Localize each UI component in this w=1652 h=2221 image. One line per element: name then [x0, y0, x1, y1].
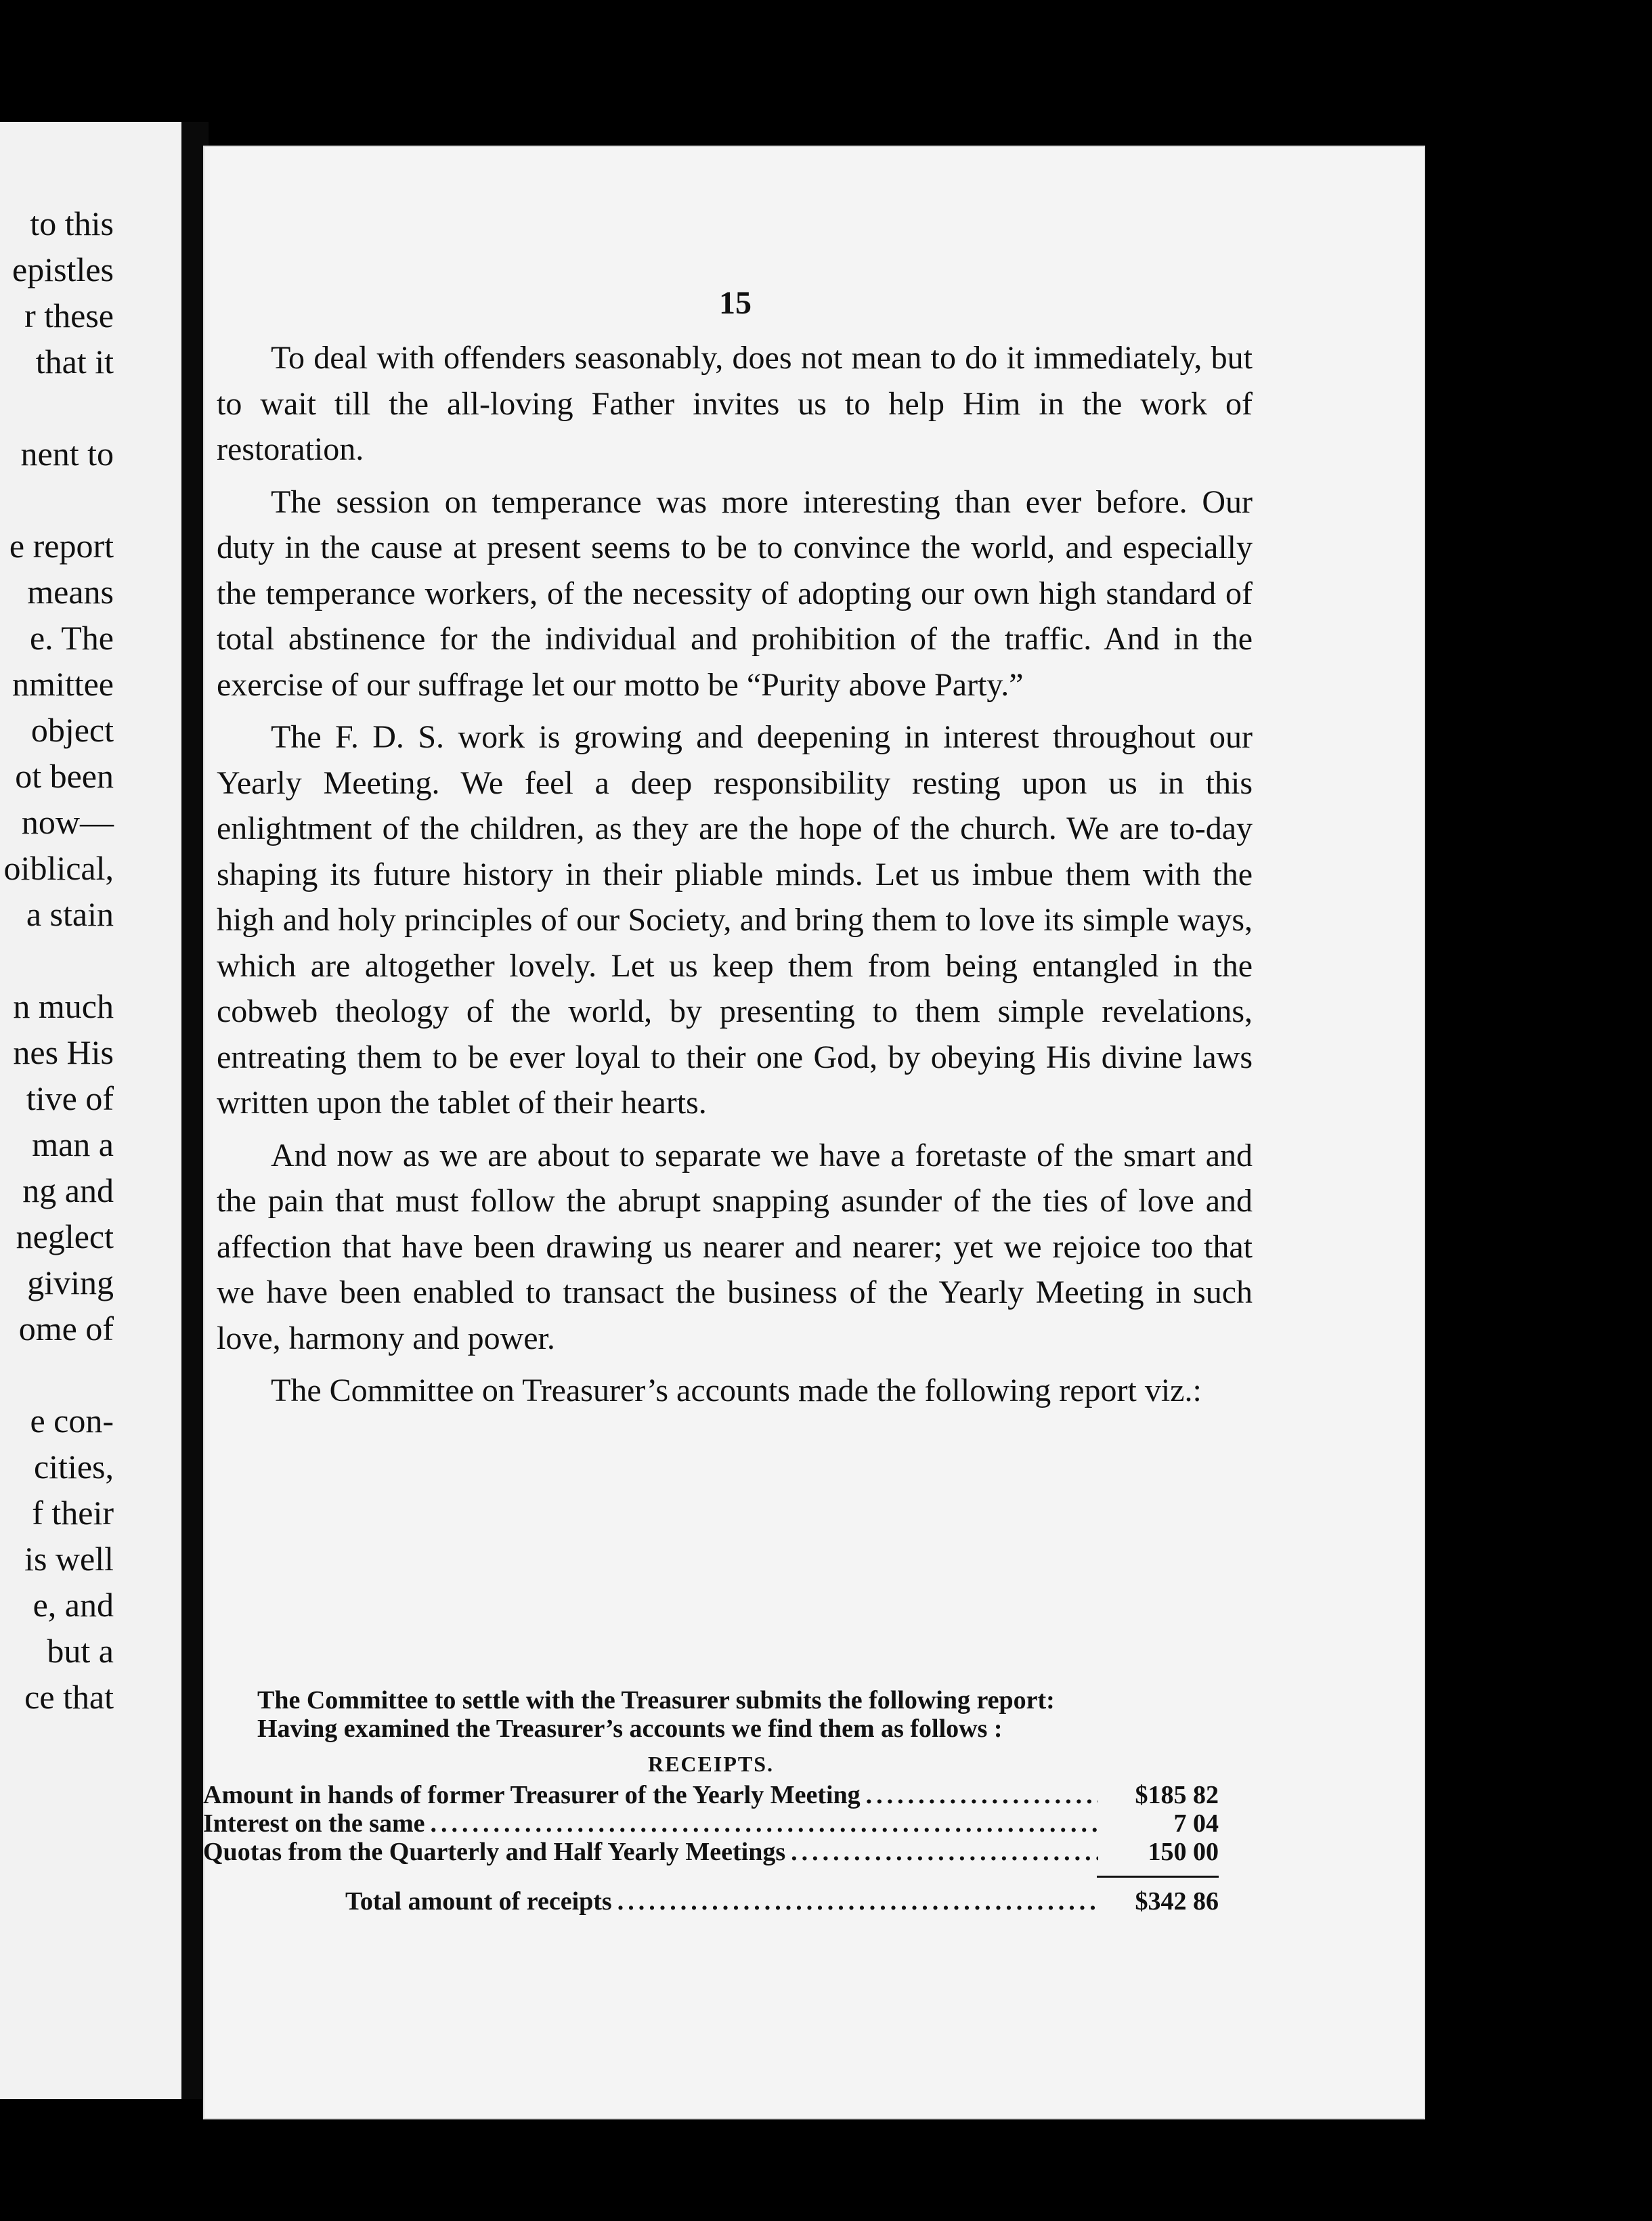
left-page-line: n much: [13, 987, 114, 1025]
left-page-line: ng and: [22, 1171, 114, 1209]
receipt-amount: $185 82: [1135, 1781, 1219, 1809]
receipt-label: Amount in hands of former Treasurer of the Yearly Meeting: [203, 1781, 861, 1809]
receipt-amount: 7 04: [1173, 1809, 1219, 1838]
left-page-line: nes His: [13, 1033, 114, 1071]
receipt-label: Interest on the same: [203, 1809, 425, 1838]
paragraph-fds-work: The F. D. S. work is growing and deepening in interest throughout our Yearly Meeting. We feel a deep responsibility resting upon us in this enlightment of the children, as they are the hope of the church. We are to-day shaping its future history in their pliable minds. Let us imbue them with the high and holy principles of our Society, and bring them to love its simple ways, which are altogether lovely. Let us keep them from being entangled in the cobweb theology of the world, by presenting to them simple revelations, entreating them to be ever loyal to their one God, by obeying His divine laws written upon the tablet of their hearts.: [217, 719, 1253, 1121]
report-intro-line-1: The Committee to settle with the Treasurer submits the following report:: [257, 1686, 1055, 1715]
left-page-line: e. The: [29, 619, 114, 657]
left-page-line: ce that: [24, 1678, 114, 1716]
left-page-line: e con-: [30, 1402, 114, 1440]
total-rule: [1097, 1876, 1219, 1878]
left-page-line: r these: [24, 297, 114, 335]
left-page-line: e, and: [32, 1586, 114, 1624]
left-page-line: object: [30, 711, 114, 749]
paragraph-temperance: The session on temperance was more interesting than ever before. Our duty in the cause at present seems to be to convince the world, and especially the temperance workers, of the necessity of adopting our own high standard of total abstinence for the individual and prohibition of the traffic. And in the exercise of our suffrage let our motto be “Purity above Party.”: [217, 483, 1253, 703]
left-facing-page: [0, 122, 181, 2099]
left-page-line: but a: [47, 1632, 114, 1670]
left-page-line: oiblical,: [3, 849, 114, 887]
paragraph-separation: And now as we are about to separate we have a foretaste of the smart and the pain that must follow the abrupt snapping asunder of the ties of love and affection that have been drawing us nearer and nearer; yet we rejoice too that we have been enabled to transact the business of the Yearly Meeting in such love, harmony and power.: [217, 1137, 1253, 1356]
leader-dots: [866, 1781, 1098, 1809]
receipt-row: [203, 1781, 1219, 1809]
receipt-amount: 150 00: [1148, 1838, 1219, 1866]
left-page-line: ot been: [15, 757, 114, 795]
page-number: 15: [719, 285, 752, 321]
left-page-line: is well: [24, 1540, 114, 1578]
report-intro-line-2: Having examined the Treasurer’s accounts we find them as follows :: [257, 1715, 1003, 1743]
left-page-line: giving: [27, 1264, 114, 1301]
receipts-heading: RECEIPTS.: [647, 1752, 775, 1776]
left-page-line: a stain: [26, 895, 114, 933]
total-label: Total amount of receipts: [345, 1887, 612, 1916]
leader-dots: [617, 1887, 1098, 1916]
left-page-line: tive of: [26, 1079, 114, 1117]
leader-dots: [431, 1809, 1098, 1838]
paragraph-offenders: To deal with offenders seasonably, does not mean to do it immediately, but to wait till the all-loving Father invites us to help Him in the work of restoration.: [217, 340, 1253, 467]
receipt-row: [203, 1809, 1219, 1838]
left-page-line: ome of: [18, 1310, 114, 1347]
left-page-line: nent to: [20, 435, 114, 473]
left-page-line: means: [27, 573, 114, 611]
paragraph-treasurer-intro: The Committee on Treasurer’s accounts made the following report viz.:: [271, 1373, 1202, 1408]
left-page-line: to this: [30, 204, 114, 242]
page-body: [217, 335, 1253, 1421]
left-page-line: now—: [21, 803, 114, 841]
left-page-line: cities,: [33, 1448, 114, 1486]
left-page-line: e report: [9, 527, 114, 565]
receipt-row: [203, 1838, 1219, 1866]
left-page-line: neglect: [16, 1217, 114, 1255]
total-amount: $342 86: [1135, 1887, 1219, 1916]
total-row: [203, 1887, 1219, 1916]
left-page-line: nmittee: [12, 665, 114, 703]
leader-dots: [791, 1838, 1098, 1866]
left-page-line: epistles: [12, 251, 114, 288]
left-page-line: f their: [32, 1494, 114, 1532]
receipt-label: Quotas from the Quarterly and Half Yearly Meetings: [203, 1838, 786, 1866]
left-page-line: man a: [32, 1125, 114, 1163]
treasurer-report: [203, 1686, 1219, 1916]
left-page-line: that it: [35, 343, 114, 381]
